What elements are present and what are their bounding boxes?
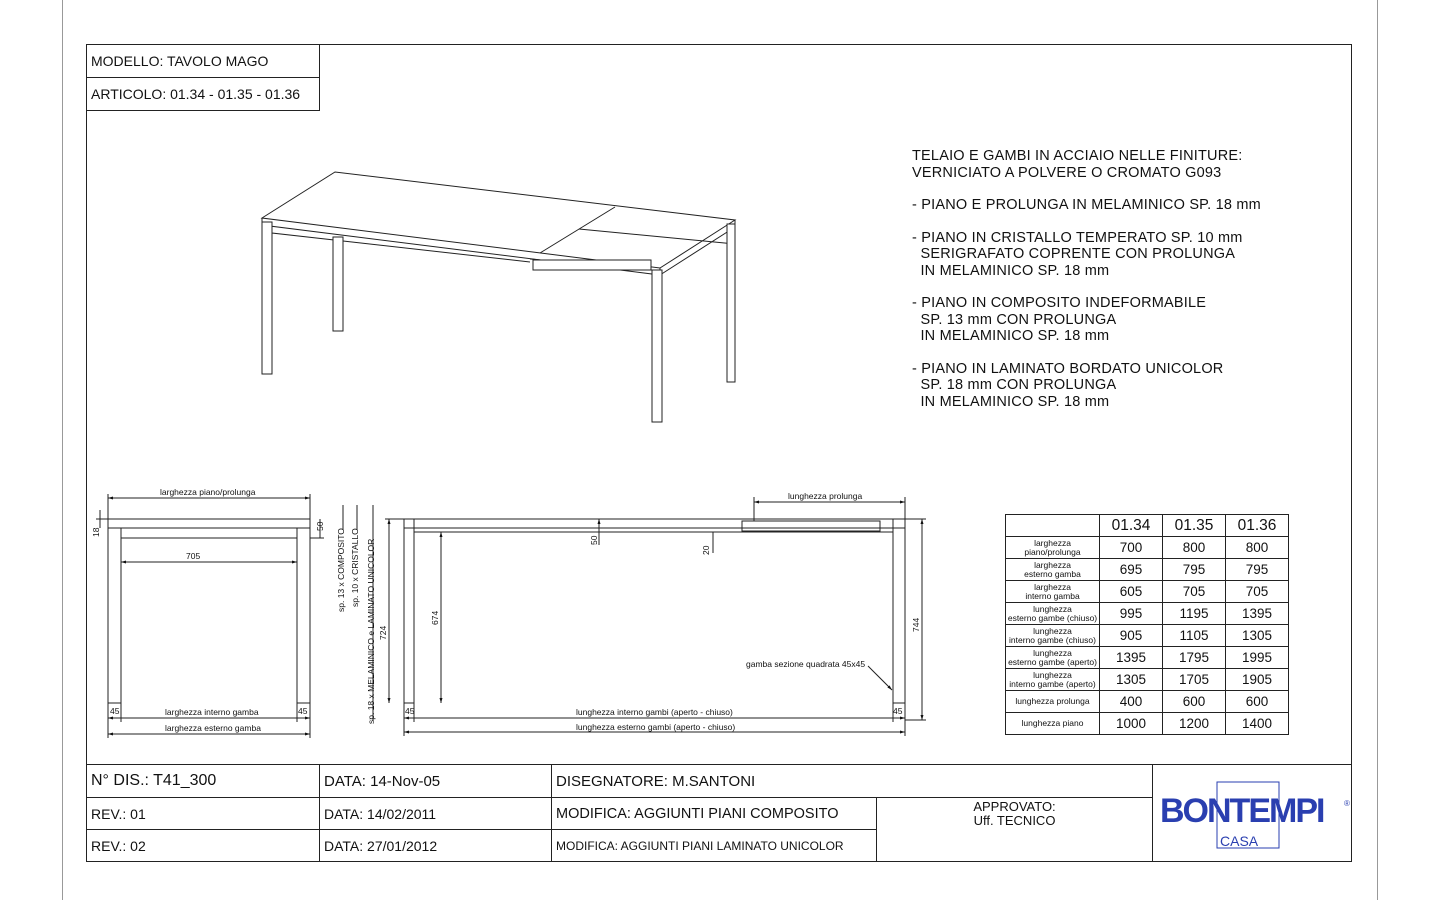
logo-brand: BONTEMPI [1160,792,1324,830]
revision-2: REV.: 02 [86,829,320,862]
cell: 705 [1163,581,1226,603]
drawing-number: N° DIS.: T41_300 [86,764,320,798]
row-label: larghezza esterno gamba [1006,559,1100,581]
side-dim-705: 705 [186,551,201,561]
approval-cell [876,797,1153,862]
table-row [1006,625,1289,647]
approved-label: APPROVATO: [973,799,1056,814]
cell: 1395 [1226,603,1289,625]
front-dim-674: 674 [430,610,440,625]
cell: 800 [1163,537,1226,559]
approved-by: Uff. TECNICO [973,813,1056,828]
front-dim-45-right: 45 [893,706,903,716]
note-melamine: - PIANO E PROLUNGA IN MELAMINICO SP. 18 mm [912,197,1261,213]
revision-1-change: MODIFICA: AGGIUNTI PIANI COMPOSITO [551,797,877,830]
cell: 600 [1163,691,1226,713]
cell: 1400 [1226,713,1289,735]
note-crystal: - PIANO IN CRISTALLO TEMPERATO SP. 10 mm SERIGRAFATO COPRENTE CON PROLUNGA IN MELAMINICO SP. 18 mm [912,229,1243,279]
note-frame: TELAIO E GAMBI IN ACCIAIO NELLE FINITURE: VERNICIATO A POLVERE O CROMATO G093 [912,148,1243,181]
col-header: 01.36 [1226,515,1289,537]
table-corner [1006,515,1100,537]
cell: 400 [1100,691,1163,713]
cell: 1200 [1163,713,1226,735]
cell: 1305 [1100,669,1163,691]
side-dim-18: 18 [91,527,101,537]
cell: 1395 [1100,647,1163,669]
front-dim-45-left: 45 [405,706,415,716]
cell: 905 [1100,625,1163,647]
row-label: lunghezza interno gambe (aperto) [1006,669,1100,691]
thk-dim-724: 724 [378,625,388,640]
designer: DISEGNATORE: M.SANTONI [551,764,1153,798]
table-row [1006,647,1289,669]
cell: 795 [1163,559,1226,581]
cell: 1195 [1163,603,1226,625]
revision-2-change: MODIFICA: AGGIUNTI PIANI LAMINATO UNICOLOR [551,829,877,862]
note-composite: - PIANO IN COMPOSITO INDEFORMABILE SP. 13 mm CON PROLUNGA IN MELAMINICO SP. 18 mm [912,295,1207,344]
thk-crystal: sp. 10 x CRISTALLO [350,528,360,607]
revision-1-date: DATA: 14/02/2011 [319,797,552,830]
side-view-labels [91,487,325,733]
row-label: lunghezza esterno gambe (chiuso) [1006,603,1100,625]
revision-1: REV.: 01 [86,797,320,830]
row-label: lunghezza piano [1006,713,1100,735]
row-label: lunghezza esterno gambe (aperto) [1006,647,1100,669]
row-label: larghezza interno gamba [1006,581,1100,603]
thk-composite: sp. 13 x COMPOSITO [336,528,346,612]
front-inner-label: lunghezza interno gambi (aperto - chiuso) [576,707,733,717]
cell: 795 [1226,559,1289,581]
side-dim-45-left: 45 [110,706,120,716]
row-label: lunghezza prolunga [1006,691,1100,713]
table-row [1006,537,1289,559]
col-header: 01.34 [1100,515,1163,537]
cell: 800 [1226,537,1289,559]
front-view [404,497,926,736]
side-outer-label: larghezza esterno gamba [165,723,261,733]
thickness-labels [336,528,388,724]
front-outer-label: lunghezza esterno gambi (aperto - chiuso) [576,722,736,732]
table-row [1006,581,1289,603]
note-laminate: - PIANO IN LAMINATO BORDATO UNICOLOR SP. 18 mm CON PROLUNGA IN MELAMINICO SP. 18 mm [912,360,1224,410]
table-row [1006,603,1289,625]
cell: 995 [1100,603,1163,625]
table-row [1006,559,1289,581]
cell: 1105 [1163,625,1226,647]
side-view [96,494,324,738]
table-row [1006,691,1289,713]
row-label: lunghezza interno gambe (chiuso) [1006,625,1100,647]
logo-sub: CASA [1220,833,1259,849]
side-dim-50: 50 [315,521,325,531]
thk-melamine: sp. 18 x MELAMINICO e LAMINATO UNICOLOR [366,538,376,724]
cell: 1705 [1163,669,1226,691]
revision-2-date: DATA: 27/01/2012 [319,829,552,862]
bontempi-logo [1160,780,1350,852]
article-label: ARTICOLO: 01.34 - 01.35 - 01.36 [86,77,320,111]
cell: 605 [1100,581,1163,603]
cell: 600 [1226,691,1289,713]
side-top-label: larghezza piano/prolunga [160,487,256,497]
col-header: 01.35 [1163,515,1226,537]
side-dim-45-right: 45 [298,706,308,716]
cell: 695 [1100,559,1163,581]
cell: 705 [1226,581,1289,603]
model-label: MODELLO: TAVOLO MAGO [86,44,320,78]
table-row [1006,713,1289,735]
cell: 1905 [1226,669,1289,691]
front-extension-label: lunghezza prolunga [788,491,863,501]
dimension-table [1005,514,1289,735]
leg-section-note: gamba sezione quadrata 45x45 [746,659,866,669]
front-dim-50: 50 [589,535,599,545]
table-perspective-view [262,172,735,422]
front-dim-744: 744 [911,617,921,632]
side-inner-label: larghezza interno gamba [165,707,259,717]
front-view-labels [405,491,921,732]
row-label: larghezza piano/prolunga [1006,537,1100,559]
cell: 1305 [1226,625,1289,647]
cell: 1995 [1226,647,1289,669]
cell: 700 [1100,537,1163,559]
table-row [1006,669,1289,691]
front-dim-20: 20 [701,545,711,555]
registered-mark: ® [1344,799,1350,808]
cell: 1000 [1100,713,1163,735]
drawing-date: DATA: 14-Nov-05 [319,764,552,798]
cell: 1795 [1163,647,1226,669]
